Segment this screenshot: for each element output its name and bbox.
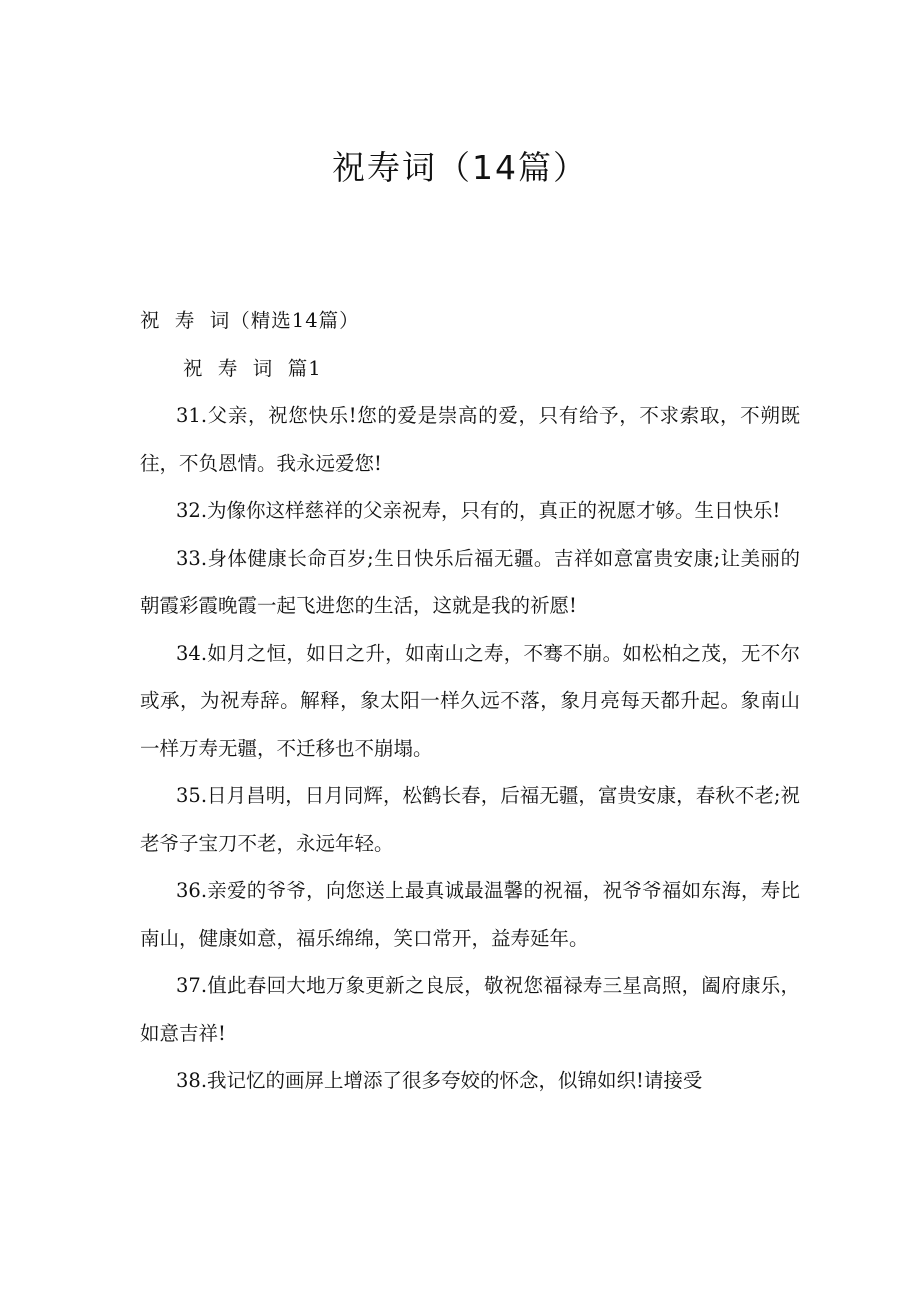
paragraph-32: 32.为像你这样慈祥的父亲祝寿，只有的，真正的祝愿才够。生日快乐!	[176, 499, 781, 522]
paragraph-36: 36.亲爱的爷爷，向您送上最真诚最温馨的祝福，祝爷爷福如东海，寿比南山，健康如意，福乐绵绵，笑口常开，益寿延年。	[140, 879, 800, 950]
paragraph-38: 38.我记忆的画屏上增添了很多夸姣的怀念，似锦如织!请接受	[176, 1069, 703, 1092]
paragraph-37: 37.值此春回大地万象更新之良辰，敬祝您福禄寿三星高照，阖府康乐，如意吉祥!	[140, 974, 800, 1045]
paragraph-33: 33.身体健康长命百岁;生日快乐后福无疆。吉祥如意富贵安康;让美丽的朝霞彩霞晚霞一起飞进您的生活，这就是我的祈愿!	[140, 546, 800, 617]
paragraph-31: 31.父亲，祝您快乐!您的爱是崇高的爱，只有给予，不求索取，不朔既往，不负恩情。我永远爱您!	[140, 404, 800, 475]
section-heading: 祝 寿 词 篇1	[183, 356, 322, 380]
paragraph-35: 35.日月昌明，日月同辉，松鹤长春，后福无疆，富贵安康，春秋不老;祝老爷子宝刀不老，永远年轻。	[140, 784, 800, 855]
document-body	[140, 297, 800, 1105]
paragraph-34: 34.如月之恒，如日之升，如南山之寿，不骞不崩。如松柏之茂，无不尔或承，为祝寿辞。解释，象太阳一样久远不落，象月亮每天都升起。象南山一样万寿无疆，不迁移也不崩塌。	[140, 641, 800, 760]
document-title: 祝寿词（14篇）	[332, 148, 588, 187]
document-subtitle: 祝 寿 词（精选14篇）	[140, 309, 360, 332]
